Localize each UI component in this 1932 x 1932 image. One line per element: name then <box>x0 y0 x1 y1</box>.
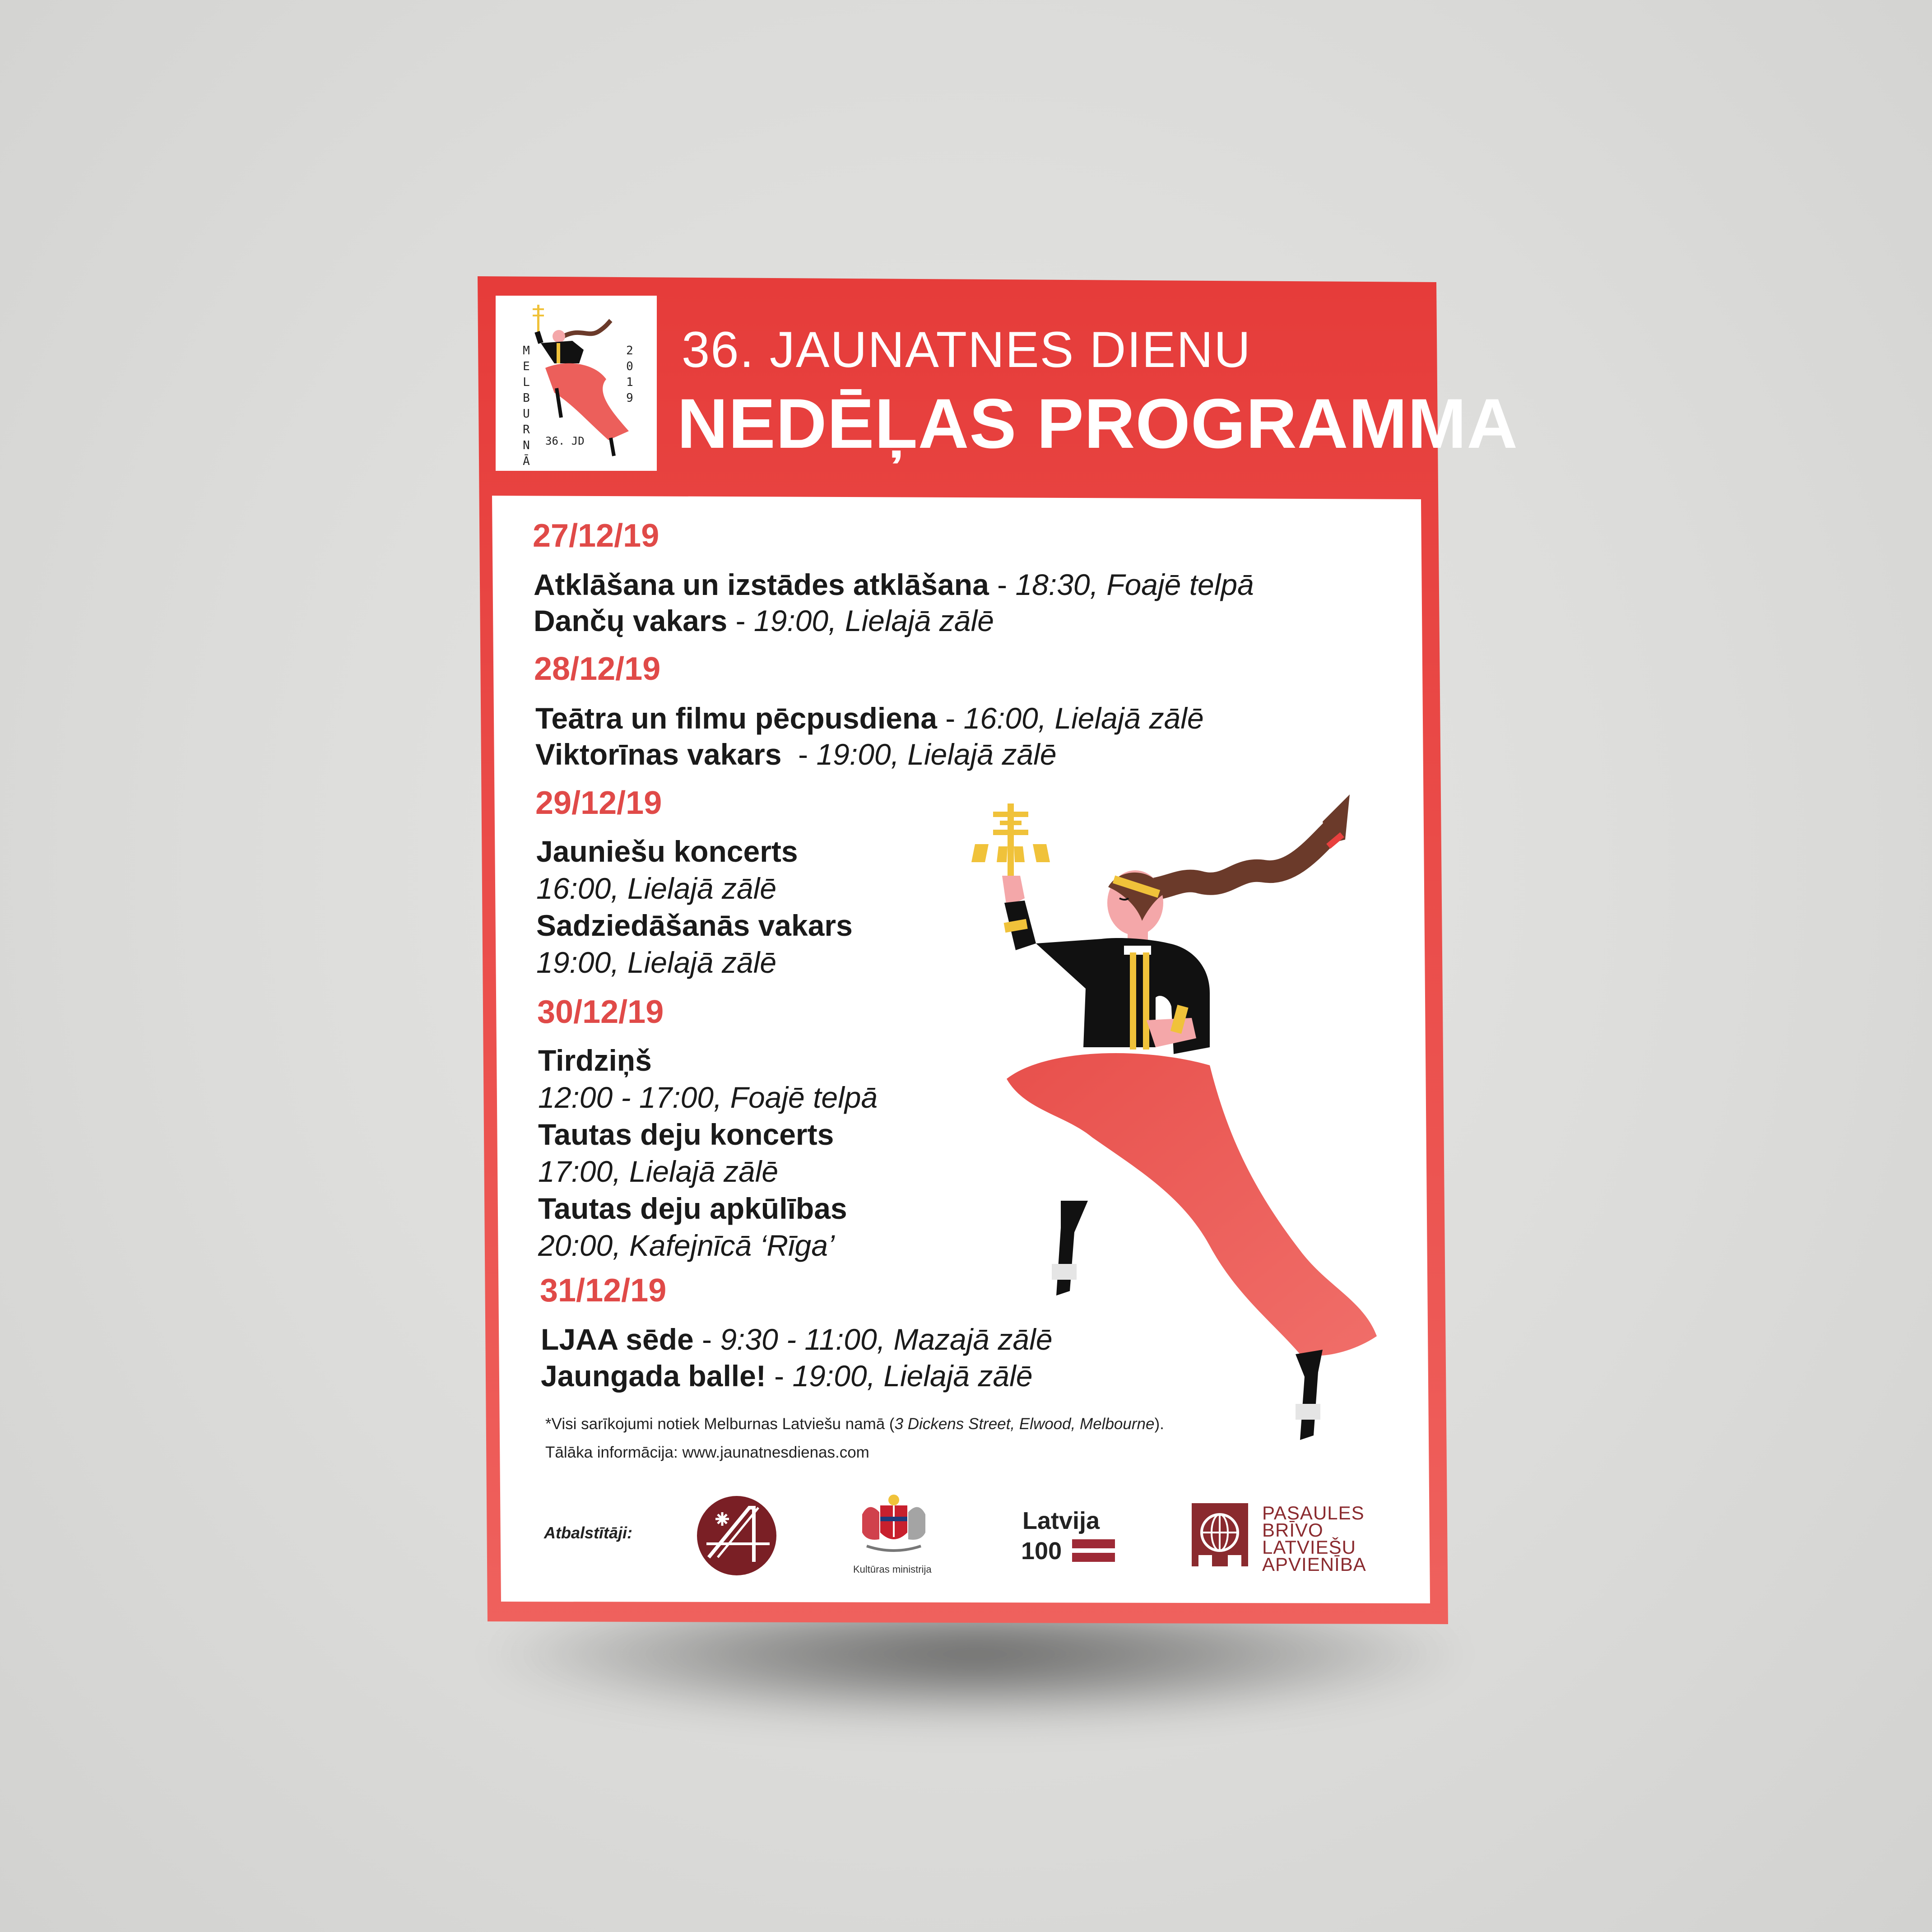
event-name <box>538 1191 847 1226</box>
date-heading: 29/12/19 <box>535 785 662 821</box>
venue-note-suffix: ). <box>1154 1415 1164 1433</box>
event-separator: - <box>781 738 817 771</box>
event-name-text: Tautas deju apkūlības <box>538 1192 847 1225</box>
event-line <box>534 604 994 638</box>
latvian-flag-icon <box>1072 1539 1115 1563</box>
event-name: Dančų vakars <box>534 604 728 637</box>
sponsors-label: Atbalstītāji: <box>544 1523 633 1542</box>
event-details: 9:30 - 11:00, Mazajā zālē <box>720 1323 1053 1356</box>
latvija-100-number: 100 <box>1021 1537 1062 1565</box>
event-name-text: Tirdziņš <box>538 1044 652 1077</box>
date-heading: 31/12/19 <box>540 1273 667 1309</box>
date-heading: 28/12/19 <box>534 651 661 687</box>
date-heading: 27/12/19 <box>533 518 659 554</box>
event-line <box>535 701 1204 735</box>
date-heading: 30/12/19 <box>537 994 664 1030</box>
event-details: 19:00, Lielajā zālē <box>753 604 994 637</box>
event-details: 16:00, Lielajā zālē <box>963 701 1204 735</box>
logo-vertical-left-text: MELBURNĀ <box>523 344 530 468</box>
event-separator: - <box>693 1323 720 1356</box>
coat-of-arms-icon <box>849 1487 939 1564</box>
event-name <box>538 1117 834 1152</box>
page-subtitle: 36. JAUNATNES DIENU <box>682 321 1251 378</box>
event-name <box>538 1043 652 1077</box>
pbla-text-line: BRĪVO <box>1262 1519 1324 1541</box>
event-details <box>536 871 776 906</box>
event-name: LJAA sēde <box>541 1323 694 1356</box>
event-line <box>535 737 1057 771</box>
event-separator: - <box>937 701 964 735</box>
event-details <box>538 1080 878 1115</box>
pbla-text-line: APVIENĪBA <box>1262 1554 1366 1575</box>
event-name: Viktorīnas vakars <box>535 738 782 771</box>
ljaa-logo-icon <box>695 1494 779 1578</box>
pbla-text-line: LATVIEŠU <box>1262 1537 1356 1558</box>
event-separator: - <box>727 604 754 637</box>
event-details <box>538 1154 778 1189</box>
event-details-text: 19:00, Lielajā zālē <box>536 946 777 979</box>
venue-note-prefix: *Visi sarīkojumi notiek Melburnas Latviešu namā ( <box>545 1415 895 1433</box>
event-name <box>536 834 798 868</box>
event-name: Teātra un filmu pēcpusdiena <box>535 701 937 735</box>
venue-address: 3 Dickens Street, Elwood, Melbourne <box>894 1415 1155 1433</box>
event-details-text: 20:00, Kafejnīcā ‘Rīga’ <box>538 1229 835 1262</box>
info-link[interactable]: Tālāka informācija: www.jaunatnesdienas.com <box>545 1444 869 1461</box>
pbla-text-line: PASAULES <box>1262 1502 1365 1523</box>
event-name <box>536 908 853 943</box>
logo-label: 36. JD <box>545 435 585 447</box>
event-details: 19:00, Lielajā zālē <box>816 738 1057 771</box>
event-name-text: Jauniešu koncerts <box>536 835 798 868</box>
kulturas-ministrija-label: Kultūras ministrija <box>853 1564 932 1575</box>
event-details <box>536 945 776 980</box>
event-details-text: 16:00, Lielajā zālē <box>536 872 777 905</box>
event-details-text: 12:00 - 17:00, Foajē telpā <box>538 1081 878 1114</box>
event-details: 18:30, Foajē telpā <box>1015 568 1254 601</box>
event-details <box>538 1228 835 1263</box>
pbla-logo-icon <box>1189 1501 1250 1569</box>
page-title: NEDĒĻAS PROGRAMMA <box>677 385 1519 463</box>
event-name: Jaungada balle! <box>541 1359 766 1393</box>
event-details-text: 17:00, Lielajā zālē <box>538 1155 779 1188</box>
event-separator: - <box>766 1359 793 1393</box>
event-name: Atklāšana un izstādes atklāšana <box>534 568 989 601</box>
event-name-text: Tautas deju koncerts <box>538 1118 834 1151</box>
latvija-100-label: Latvija <box>1022 1507 1100 1534</box>
event-separator: - <box>989 568 1016 601</box>
event-line <box>534 567 1254 602</box>
dancer-illustration <box>957 794 1408 1463</box>
event-details: 19:00, Lielajā zālē <box>792 1359 1033 1393</box>
logo-vertical-right-text: 2019 <box>626 344 633 405</box>
event-name-text: Sadziedāšanās vakars <box>536 909 853 942</box>
